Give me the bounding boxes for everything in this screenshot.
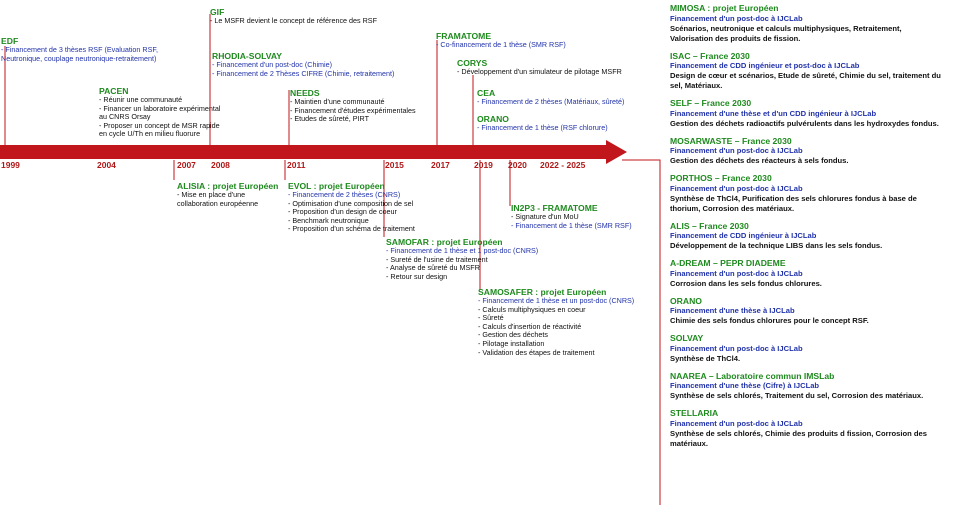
- project-desc: Synthèse de ThCl4.: [670, 353, 741, 363]
- project-naarea: [670, 371, 970, 402]
- timeline-arrow-body: [0, 145, 608, 159]
- event-title: CEA: [477, 88, 496, 98]
- event-line: - Benchmark neutronique: [288, 215, 369, 225]
- project-funding: Financement de CDD ingénieur et post-doc à IJCLab: [670, 61, 860, 70]
- year-label: 2008: [211, 160, 230, 170]
- project-title: SOLVAY: [670, 333, 704, 343]
- project-solvay: [670, 333, 970, 364]
- project-title: ALIS – France 2030: [670, 220, 749, 231]
- project-desc: Valorisation des produits de fission.: [670, 33, 801, 43]
- event-line: - Proposition d'un design de coeur: [288, 207, 397, 217]
- event-line: - Sureté de l'usine de traitement: [386, 254, 488, 264]
- project-desc: Corrosion dans les sels fondus chlorures.: [670, 278, 822, 288]
- project-funding: Financement d'un post-doc à IJCLab: [670, 418, 803, 428]
- event-line: - Sûreté: [478, 313, 504, 323]
- year-label: 2011: [287, 160, 306, 170]
- event-line: - Développement d'un simulateur de pilotage MSFR: [457, 67, 622, 76]
- event-corys: [457, 58, 622, 77]
- project-title: MOSARWASTE – France 2030: [670, 135, 792, 146]
- project-desc: Chimie des sels fondus chlorures pour le concept RSF.: [670, 316, 869, 325]
- event-line: - Financement de 1 thèse (RSF chlorure): [477, 123, 608, 132]
- project-a-dream: [670, 258, 970, 289]
- event-needs: [290, 88, 416, 124]
- event-evol: [288, 181, 415, 234]
- project-desc: Développement de la technique LIBS dans les sels fondus.: [670, 241, 883, 250]
- event-title: IN2P3 - FRAMATOME: [511, 203, 598, 213]
- project-funding: Financement d'un post-doc à IJCLab: [670, 183, 803, 193]
- event-line: - Co-financement de 1 thèse (SMR RSF): [436, 40, 566, 49]
- event-title: ORANO: [477, 114, 509, 124]
- event-line: - Optimisation d'une composition de sel: [288, 198, 414, 208]
- project-funding: Financement d'un post-doc à IJCLab: [670, 268, 803, 278]
- year-label: 2022 - 2025: [540, 160, 586, 170]
- project-funding: Financement d'une thèse et d'un CDD ingénieur à IJCLab: [670, 108, 877, 118]
- event-title: SAMOFAR : projet Européen: [386, 237, 503, 247]
- event-line: - Financement de 1 thèse et 1 post-doc (CNRS): [386, 246, 539, 255]
- event-line: - Financement d'un post-doc (Chimie): [212, 60, 333, 69]
- project-stellaria: [670, 408, 970, 449]
- event-in2p3-framatome: [511, 203, 632, 230]
- event-line: - Gestion des déchets: [478, 330, 548, 340]
- event-line: - Financement de 2 Thèses CIFRE (Chimie, retraitement): [212, 68, 395, 78]
- project-isac: [670, 51, 970, 92]
- event-line: - Financement de 2 thèses (CNRS): [288, 190, 401, 199]
- project-mosarwaste: [670, 136, 970, 167]
- project-desc: Gestion des déchets radioactifs pulvérulents dans les hydroxydes fondus.: [670, 118, 939, 128]
- year-label: 2004: [97, 160, 116, 170]
- project-title: SELF – France 2030: [670, 98, 752, 108]
- event-line: - Réunir une communauté: [99, 95, 183, 104]
- project-funding: Financement d'un post-doc à IJCLab: [670, 343, 803, 353]
- event-line: - Financement de 2 thèses (Matériaux, sûreté): [477, 97, 625, 106]
- project-alis: [670, 221, 970, 252]
- event-line: - Financement de 3 thèses RSF (Evaluation RSF,: [1, 45, 158, 54]
- event-line: - Proposition d'un schéma de traitement: [288, 224, 415, 234]
- project-funding: Financement d'une thèse à IJCLab: [670, 306, 795, 315]
- year-label: 2015: [385, 160, 404, 170]
- project-porthos: [670, 173, 970, 214]
- event-line: - Calculs multiphysiques en coeur: [478, 304, 586, 314]
- project-title: NAAREA – Laboratoire commun IMSLab: [670, 370, 835, 381]
- event-title: EDF: [1, 36, 19, 46]
- event-orano: [477, 114, 608, 133]
- year-label: 2007: [177, 160, 196, 170]
- event-line: collaboration européenne: [177, 198, 259, 208]
- project-desc: Gestion des déchets des réacteurs à sels fondus.: [670, 156, 849, 165]
- current-projects-list: [670, 3, 970, 456]
- event-samofar: [386, 237, 538, 281]
- event-line: - Financement de 1 thèse (SMR RSF): [511, 220, 632, 230]
- project-desc: sel, Matériaux.: [670, 81, 723, 90]
- event-line: - Financer un laboratoire expérimental: [99, 103, 221, 113]
- event-title: NEEDS: [290, 88, 320, 98]
- project-desc: Synthèse de sels chlorés, Chimie des produits d fission, Corrosion des: [670, 428, 927, 438]
- event-title: GIF: [210, 7, 225, 17]
- event-title: ALISIA : projet Européen: [177, 181, 279, 191]
- project-funding: Financement de CDD ingénieur à IJCLab: [670, 231, 817, 240]
- event-cea: [477, 88, 624, 107]
- project-title: ORANO: [670, 295, 702, 306]
- project-funding: Financement d'un post-doc à IJCLab: [670, 13, 803, 23]
- project-title: STELLARIA: [670, 408, 719, 418]
- project-funding: Financement d'une thèse (Cifre) à IJCLab: [670, 381, 820, 390]
- project-desc: thorium, Corrosion des matériaux.: [670, 203, 795, 213]
- event-line: - Proposer un concept de MSR rapide: [99, 120, 220, 130]
- project-title: ISAC – France 2030: [670, 50, 750, 61]
- event-line: - Maintien d'une communauté: [290, 97, 385, 106]
- event-line: - Le MSFR devient le concept de référence des RSF: [210, 16, 377, 25]
- event-line: Neutronique, couplage neutronique-retraitement): [1, 53, 157, 63]
- project-desc: Design de cœur et scénarios, Etude de sûreté, Chimie du sel, traitement du: [670, 71, 941, 80]
- event-title: SAMOSAFER : projet Européen: [478, 287, 607, 297]
- event-line: - Retour sur design: [386, 271, 448, 281]
- event-line: - Calculs d'insertion de réactivité: [478, 321, 582, 331]
- event-framatome: [436, 31, 566, 50]
- project-desc: matériaux.: [670, 438, 708, 448]
- project-mimosa: [670, 3, 970, 44]
- year-label: 2020: [508, 160, 527, 170]
- project-title: A-DREAM – PEPR DIADEME: [670, 258, 786, 268]
- project-self: [670, 98, 970, 129]
- event-gif: [210, 7, 377, 26]
- event-line: - Signature d'un MoU: [511, 212, 579, 221]
- event-edf: [1, 36, 158, 63]
- event-alisia: [177, 181, 278, 208]
- event-title: CORYS: [457, 58, 488, 68]
- event-title: EVOL : projet Européen: [288, 181, 385, 191]
- project-title: MIMOSA : projet Européen: [670, 3, 779, 13]
- event-samosafer: [478, 287, 634, 357]
- project-orano: [670, 296, 970, 327]
- event-line: au CNRS Orsay: [99, 112, 151, 122]
- year-label: 1999: [1, 160, 20, 170]
- project-desc: Synthèse de ThCl4, Purification des sels chlorures fondus à base de: [670, 193, 917, 203]
- event-title: RHODIA-SOLVAY: [212, 51, 283, 61]
- event-line: - Financement d'études expérimentales: [290, 105, 416, 115]
- event-title: FRAMATOME: [436, 31, 492, 41]
- event-line: - Mise en place d'une: [177, 190, 246, 199]
- event-line: en cycle U/Th en milieu fluorure: [99, 129, 201, 139]
- event-pacen: [99, 86, 220, 139]
- event-line: - Analyse de sûreté du MSFR: [386, 263, 480, 273]
- year-label: 2017: [431, 160, 450, 170]
- event-line: - Etudes de sûreté, PIRT: [290, 114, 369, 124]
- project-desc: Scénarios, neutronique et calculs multiphysiques, Retraitement,: [670, 23, 902, 33]
- project-funding: Financement d'un post-doc à IJCLab: [670, 146, 803, 155]
- project-desc: Synthèse de sels chlorés, Traitement du sel, Corrosion des matériaux.: [670, 391, 924, 400]
- event-title: PACEN: [99, 86, 129, 96]
- event-line: - Financement de 1 thèse et un post-doc (CNRS): [478, 296, 635, 305]
- event-rhodia-solvay: [212, 51, 394, 78]
- event-line: - Pilotage installation: [478, 338, 545, 348]
- event-line: - Validation des étapes de traitement: [478, 347, 595, 357]
- project-title: PORTHOS – France 2030: [670, 173, 772, 183]
- year-label: 2019: [474, 160, 493, 170]
